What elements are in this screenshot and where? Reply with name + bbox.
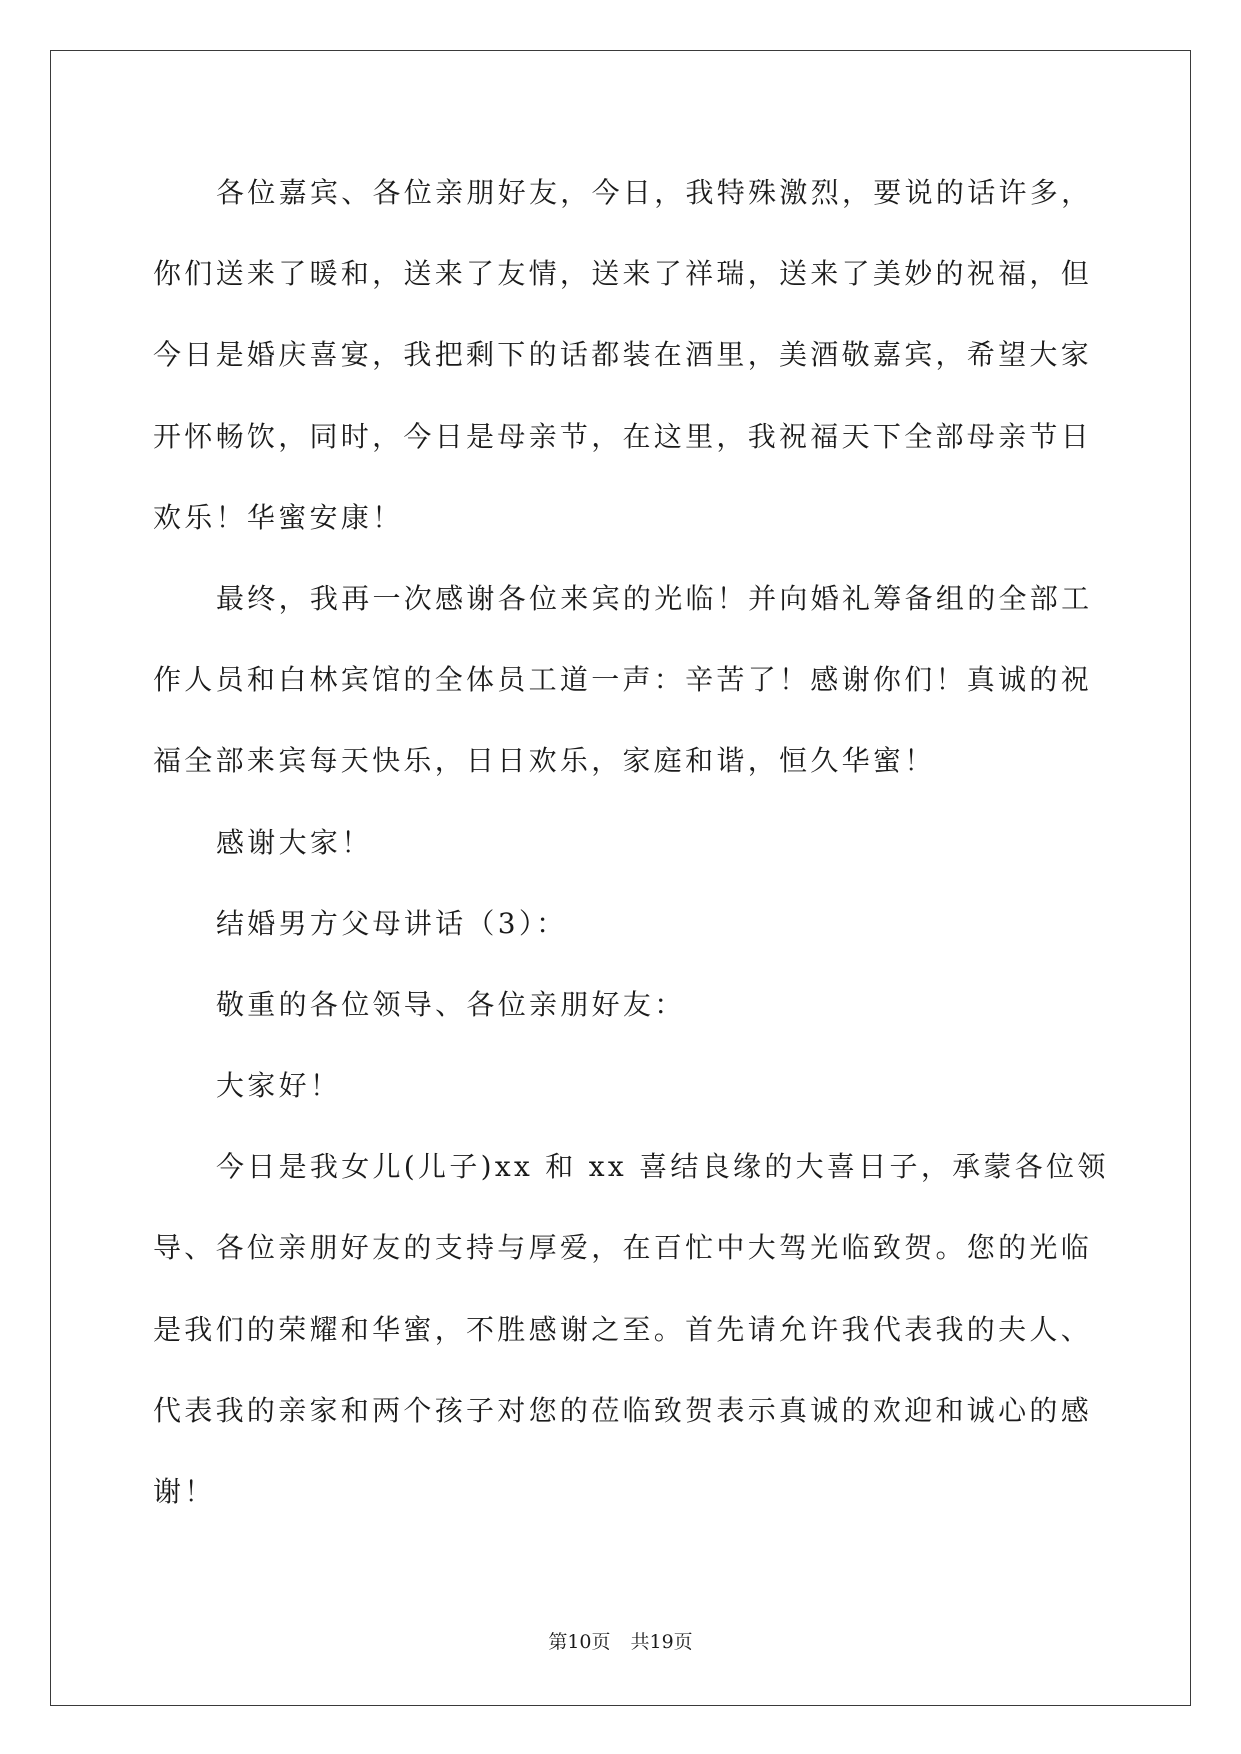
page-footer (0, 1629, 1241, 1655)
text-line: 大家好！ (216, 1069, 342, 1103)
text-line: 今日是婚庆喜宴，我把剩下的话都装在酒里，美酒敬嘉宾，希望大家 (153, 338, 1093, 372)
text-line: 是我们的荣耀和华蜜，不胜感谢之至。首先请允许我代表我的夫人、 (153, 1312, 1093, 1346)
section-heading (153, 883, 1153, 964)
current-page-number: 第10页 (548, 1631, 611, 1653)
text-line: 谢！ (153, 1475, 216, 1508)
greeting (153, 1045, 1153, 1126)
total-page-count: 共19页 (630, 1631, 693, 1653)
paragraph (153, 152, 1153, 558)
paragraph (153, 1126, 1153, 1532)
text-line: 欢乐！华蜜安康！ (153, 500, 404, 534)
text-line: 敬重的各位领导、各位亲朋好友： (216, 987, 686, 1021)
text-line: 最终，我再一次感谢各位来宾的光临！并向婚礼筹备组的全部工 (216, 581, 1093, 615)
paragraph (153, 558, 1153, 802)
text-line: 开怀畅饮，同时，今日是母亲节，在这里，我祝福天下全部母亲节日 (153, 419, 1093, 453)
text-line: 福全部来宾每天快乐，日日欢乐，家庭和谐，恒久华蜜！ (153, 744, 936, 778)
salutation (153, 964, 1153, 1045)
text-line: 导、各位亲朋好友的支持与厚爱，在百忙中大驾光临致贺。您的光临 (153, 1231, 1093, 1265)
text-line: 今日是我女儿(儿子)xx 和 xx 喜结良缘的大喜日子，承蒙各位领 (216, 1150, 1109, 1184)
text-line: 作人员和白林宾馆的全体员工道一声：辛苦了！感谢你们！真诚的祝 (153, 663, 1093, 697)
document-body (153, 152, 1153, 1532)
text-line: 你们送来了暖和，送来了友情，送来了祥瑞，送来了美妙的祝福，但 (153, 257, 1093, 291)
paragraph (153, 802, 1153, 883)
text-line: 代表我的亲家和两个孩子对您的莅临致贺表示真诚的欢迎和诚心的感 (153, 1393, 1093, 1427)
text-line: 结婚男方父母讲话（3）： (216, 906, 568, 940)
text-line: 各位嘉宾、各位亲朋好友，今日，我特殊激烈，要说的话许多， (216, 176, 1093, 209)
text-line: 感谢大家！ (216, 825, 373, 859)
